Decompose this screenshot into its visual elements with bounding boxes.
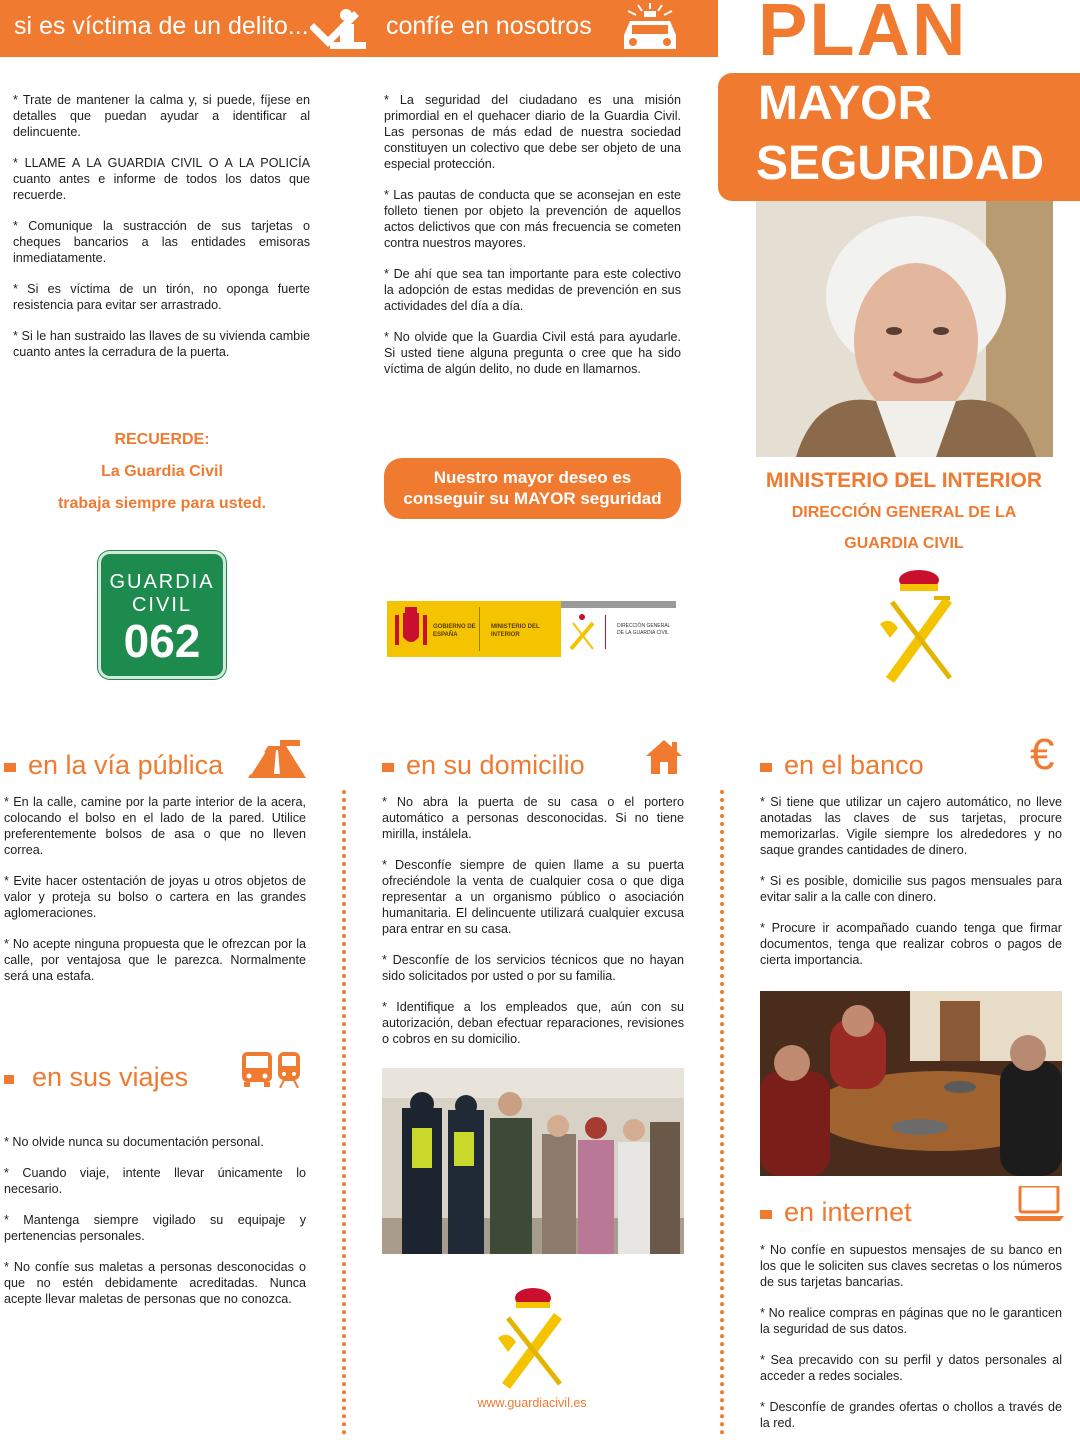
wish-line1: Nuestro mayor deseo es [433, 468, 632, 487]
column-divider [720, 790, 724, 1435]
title-seguridad: SEGURIDAD [756, 137, 1045, 190]
victim-tip: * Comunique la sustracción de sus tarjetas o cheques bancarios a las entidades emisoras inmediatamente. [13, 219, 310, 265]
recuerde-block [20, 424, 304, 520]
domicilio-tips [382, 794, 684, 1062]
victim-tip: * Si es víctima de un tirón, no oponga fuerte resistencia para evitar ser arrastrado. [13, 282, 310, 312]
ministry-block [744, 466, 1064, 559]
trust-paragraph: * La seguridad del ciudadano es una misión primordial en el quehacer diario de la Guardia Civil. Las personas de más edad de nuestra sociedad constituyen un colectivo que debe ser objeto de una especial protección. [384, 93, 681, 171]
domicilio-tip: * Desconfíe siempre de quien llame a su puerta ofreciéndole la venta de cualquier cosa o que diga representar a un organismo público o asociación humanitaria. El delincuente utilizará cualquier excusa para entrar en su casa. [382, 858, 684, 936]
title-mayor: MAYOR [758, 77, 933, 130]
ministry-line3: GUARDIA CIVIL [844, 535, 964, 552]
victim-tip: * Trate de mantener la calma y, si puede, fíjese en detalles que puedan ayudar a identificar al delincuente. [13, 93, 310, 139]
column-divider [342, 790, 346, 1435]
via-publica-tips [4, 794, 306, 999]
ministry-line1: MINISTERIO DEL INTERIOR [765, 469, 1043, 492]
house-icon [644, 738, 684, 776]
victim-tip: * Si le han sustraido las llaves de su vivienda cambie cuanto antes la cerradura de la puerta. [13, 329, 310, 359]
viajes-tip: * Cuando viaje, intente llevar únicamente lo necesario. [4, 1166, 306, 1196]
guardia-civil-062-sign [98, 551, 226, 679]
spain-shield-icon [391, 607, 431, 651]
trust-paragraph: * Las pautas de conducta que se aconsejan en este folleto tienen por objeto la prevención de aquellos actos delictivos que con más frecuencia se cometen contra nuestros mayores. [384, 188, 681, 250]
police-car-icon [618, 3, 682, 55]
recuerde-line2: trabaja siempre para usted. [57, 495, 267, 512]
recuerde-title: RECUERDE: [114, 431, 210, 448]
domicilio-tip: * Identifique a los empleados que, aún con su autorización, deban efectuar reparaciones, revisiones o cobros en su domicilio. [382, 1000, 684, 1046]
logo-direccion: DIRECCIÓN GENERAL DE LA GUARDIA CIVIL [617, 623, 671, 636]
guardia-civil-crest-icon [876, 568, 962, 684]
recuerde-line1: La Guardia Civil [101, 463, 223, 480]
banner-left-text: si es víctima de un delito... [14, 12, 309, 40]
guardia-civil-emblem-icon [567, 613, 597, 653]
trust-text [384, 92, 681, 392]
domicilio-tip: * Desconfíe de los servicios técnicos que no hayan sido solicitados por usted o por su familia. [382, 953, 684, 983]
laptop-icon [1014, 1186, 1064, 1222]
banco-tip: * Si es posible, domicilie sus pagos mensuales para evitar salir a la calle con dinero. [760, 874, 1062, 904]
elderly-table-photo [760, 991, 1062, 1176]
sign-line1: GUARDIA [109, 571, 215, 593]
bus-train-icon [240, 1052, 302, 1088]
internet-tips [760, 1242, 1062, 1440]
banner-mid-text: confíe en nosotros [386, 12, 592, 40]
trust-paragraph: * De ahí que sea tan importante para este colectivo la adopción de estas medidas de prevención en sus actividades del día a día. [384, 267, 681, 313]
section-title-via-publica: en la vía pública [4, 750, 223, 781]
banco-tip: * Procure ir acompañado cuando tenga que firmar documentos, tenga que realizar cobros o pagos de cierta importancia. [760, 921, 1062, 967]
sign-number: 062 [123, 615, 201, 667]
euro-icon: € [1030, 730, 1055, 779]
logo-ministerio: MINISTERIO DEL INTERIOR [491, 624, 540, 638]
elderly-woman-photo [756, 201, 1053, 457]
website-link[interactable]: www.guardiacivil.es [477, 1396, 587, 1410]
ministry-logo-strip [387, 601, 676, 657]
guardia-civil-crest-bottom-icon [496, 1286, 570, 1390]
viajes-tip: * No olvide nunca su documentación personal. [4, 1135, 264, 1149]
internet-tip: * No realice compras en páginas que no le garanticen la seguridad de sus datos. [760, 1306, 1062, 1336]
victim-robbery-icon [310, 6, 368, 52]
section-title-domicilio: en su domicilio [382, 750, 585, 781]
section-title-internet: en internet [760, 1197, 912, 1228]
internet-tip: * Desconfíe de grandes ofertas o chollos a través de la red. [760, 1400, 1062, 1430]
section-title-viajes: en sus viajes [4, 1062, 188, 1093]
via-publica-tip: * En la calle, camine por la parte interior de la acera, colocando el bolso en el lado de la pared. Utilice preferentemente bolsos de asa o que no lleven correa. [4, 795, 306, 857]
guardia-civil-group-photo [382, 1068, 684, 1254]
viajes-tip: * No confíe sus maletas a personas desconocidas o que no estén debidamente acreditadas. Nunca acepte llevar maletas de personas que no conozca. [4, 1260, 306, 1306]
banco-tips [760, 794, 1062, 983]
section-title-banco: en el banco [760, 750, 924, 781]
sign-line2: CIVIL [131, 594, 193, 616]
victim-tip: * LLAME A LA GUARDIA CIVIL O A LA POLICÍA cuanto antes e informe de todos los datos que recuerde. [13, 156, 310, 202]
title-plan: PLAN [758, 0, 968, 71]
wish-pill [384, 458, 681, 519]
via-publica-tip: * No acepte ninguna propuesta que le ofrezcan por la calle, por ventajosa que le parezca. Normalmente será una estafa. [4, 937, 306, 983]
trust-paragraph: * No olvide que la Guardia Civil está para ayudarle. Si usted tiene alguna pregunta o cree que ha sido víctima de algún delito, no dude en llamarnos. [384, 330, 681, 376]
via-publica-tip: * Evite hacer ostentación de joyas u otros objetos de valor y proteja su bolso o cartera en las grandes aglomeraciones. [4, 874, 306, 920]
viajes-tip: * Mantenga siempre vigilado su equipaje y pertenencias personales. [4, 1213, 306, 1243]
banco-tip: * Si tiene que utilizar un cajero automático, no lleve anotadas las claves de sus tarjetas, procure memorizarlas. Vigile siempre los alrededores y no saque grandes cantidades de dinero. [760, 795, 1062, 857]
internet-tip: * Sea precavido con su perfil y datos personales al acceder a redes sociales. [760, 1353, 1062, 1383]
viajes-tips [4, 1134, 306, 1322]
logo-gobierno: GOBIERNO DE ESPAÑA [433, 624, 476, 638]
wish-line2: conseguir su MAYOR seguridad [403, 489, 662, 508]
victim-tips [13, 92, 310, 375]
ministry-line2: DIRECCIÓN GENERAL DE LA [791, 504, 1017, 521]
road-icon [248, 740, 306, 778]
internet-tip: * No confíe en supuestos mensajes de su banco en los que le soliciten sus claves secretas o los números de sus tarjetas bancarias. [760, 1243, 1062, 1289]
domicilio-tip: * No abra la puerta de su casa o el portero automático a personas desconocidas. Si no tiene mirilla, instálela. [382, 795, 684, 841]
